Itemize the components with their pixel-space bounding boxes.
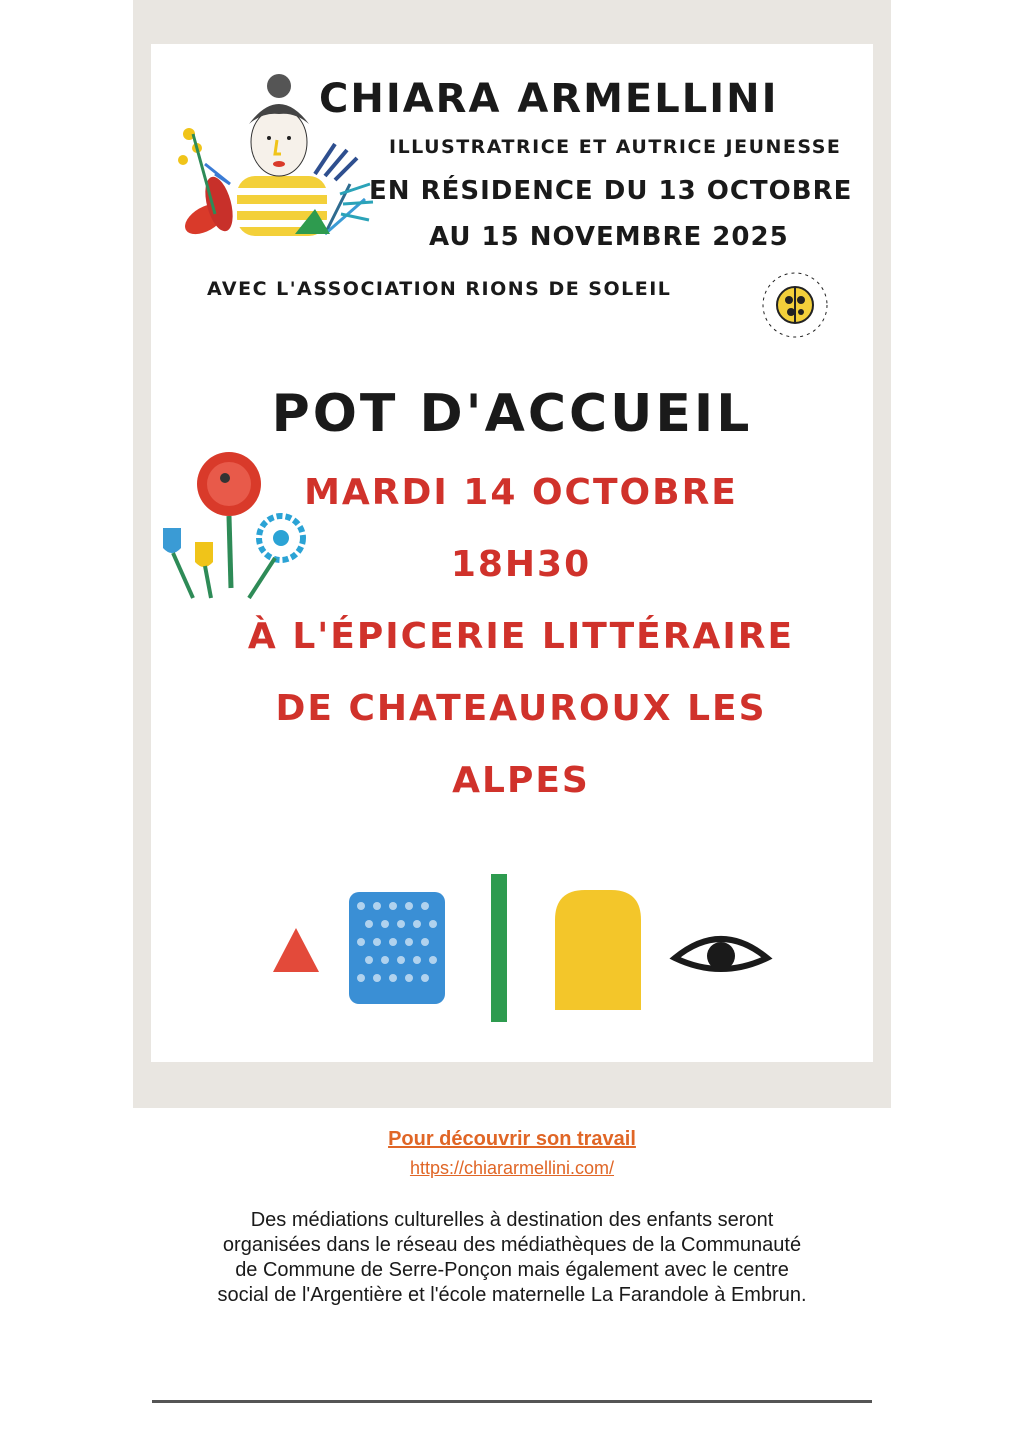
divider [152, 1400, 872, 1403]
description-line: social de l'Argentière et l'école maternelle La Farandole à Embrun. [217, 1284, 807, 1306]
shapes-illustration [261, 870, 781, 1026]
event-title: POT D'ACCUEIL [271, 384, 753, 444]
description-line: Des médiations culturelles à destination des enfants seront [250, 1209, 774, 1231]
description-line: organisées dans le réseau des médiathèques de la Communauté [222, 1234, 802, 1256]
discover-link[interactable]: Pour découvrir son travail [388, 1128, 636, 1150]
description-line: de Commune de Serre-Ponçon mais également avec le centre [235, 1259, 789, 1281]
artist-role: ILLUSTRATRICE ET AUTRICE JEUNESSE [389, 136, 842, 158]
artist-website-link[interactable]: https://chiararmellini.com/ [409, 1158, 615, 1178]
event-date: MARDI 14 OCTOBRE [304, 472, 738, 513]
association-logo [755, 270, 835, 340]
artist-name: CHIARA ARMELLINI [319, 76, 779, 122]
description-paragraph [133, 1208, 891, 1308]
event-venue-line2: DE CHATEAUROUX LES [275, 688, 767, 729]
event-venue-line3: ALPES [452, 760, 590, 801]
association-credit: AVEC L'ASSOCIATION RIONS DE SOLEIL [207, 278, 672, 300]
poster [151, 44, 873, 1062]
residence-dates-line1: EN RÉSIDENCE DU 13 OCTOBRE [369, 176, 853, 206]
event-time: 18H30 [450, 544, 592, 585]
event-venue-line1: À L'ÉPICERIE LITTÉRAIRE [247, 616, 795, 657]
residence-dates-line2: AU 15 NOVEMBRE 2025 [429, 222, 789, 252]
